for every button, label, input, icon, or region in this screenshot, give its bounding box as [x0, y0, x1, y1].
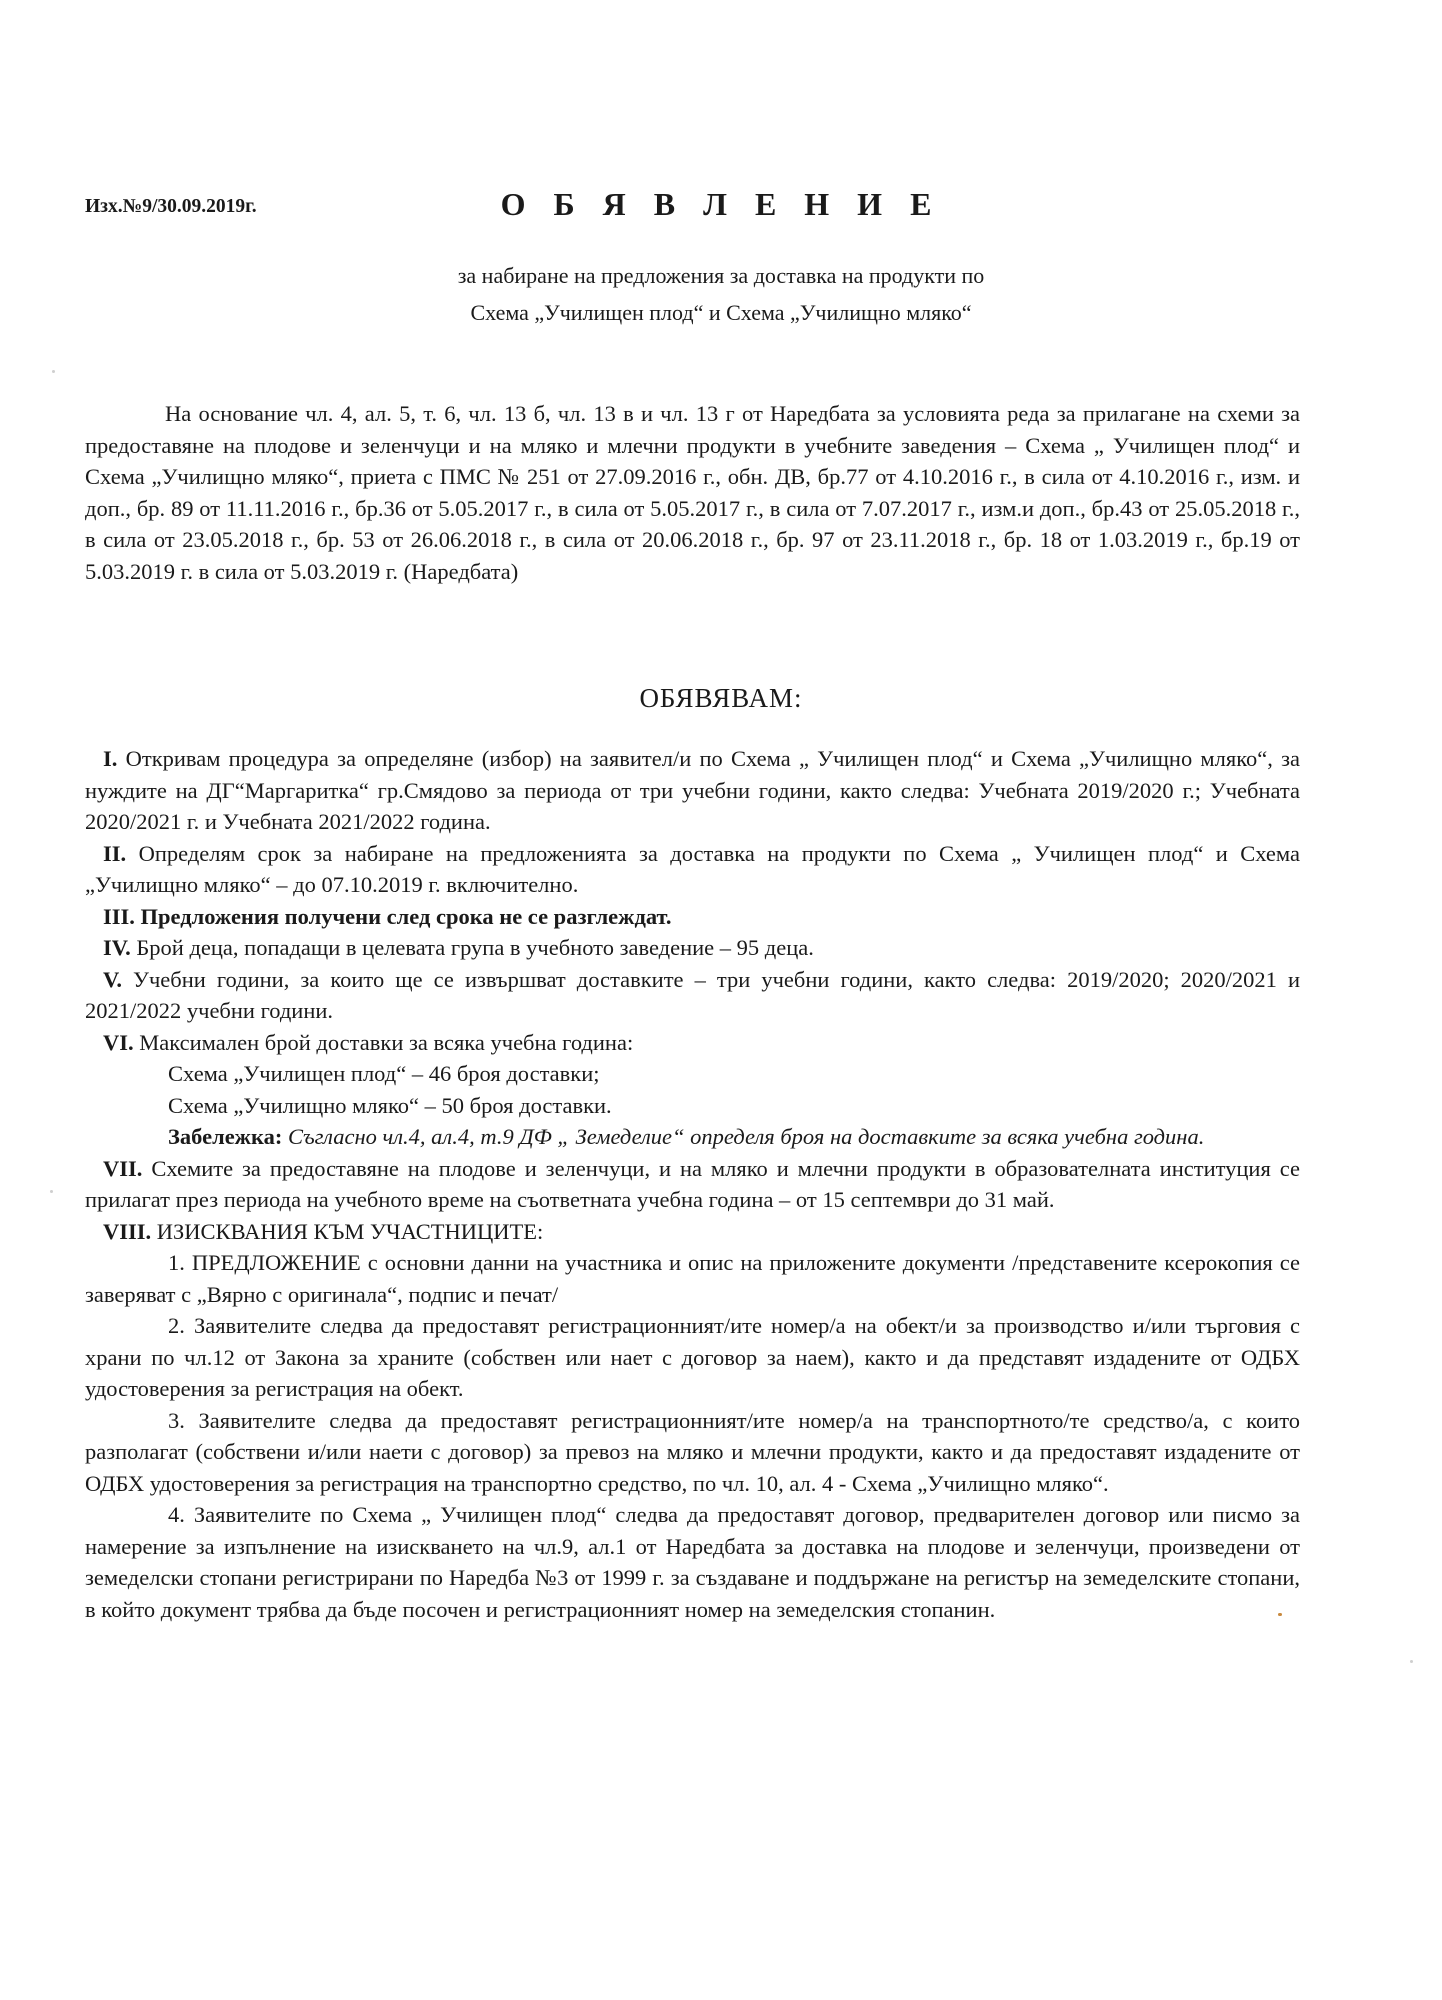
intro-block: [85, 398, 1300, 587]
scan-speck: [52, 370, 55, 373]
reference-number: Изх.№9/30.09.2019г.: [85, 196, 257, 217]
requirement-item: 3. Заявителите следва да предоставят регистрационният/ите номер/а на транспортното/те средство/а, с които разполагат (собствени и/или наети с договор) за превоз на мляко и млечни продукти, както и да предоставят издадените от ОДБХ удостоверения за регистрация на транспортно средство, по чл. 10, ал. 4 - Схема „Училищно мляко“.: [85, 1407, 1300, 1496]
section-text: ИЗИСКВАНИЯ КЪМ УЧАСТНИЦИТЕ:: [151, 1218, 544, 1244]
section-5: [85, 964, 1300, 1027]
section-number: VI.: [103, 1029, 134, 1055]
section-number: VII.: [103, 1155, 143, 1181]
section-7: [85, 1153, 1300, 1216]
section-3: [85, 901, 1300, 933]
document-subtitle: [0, 257, 1442, 331]
section-text: Брой деца, попадащи в целевата група в учебното заведение – 95 деца.: [130, 935, 814, 960]
section-number: VIII.: [103, 1218, 152, 1244]
section-text: Учебни години, за които ще се извършват доставките – три учебни години, както следва: 2019/2020; 2020/2021 и 2021/2022 учебни години.: [85, 966, 1300, 1023]
section-text: Откривам процедура за определяне (избор) на заявител/и по Схема „ Училищен плод“ и Схема „Училищно мляко“, за нуждите на ДГ“Маргаритка“ гр.Смядово за периода от три учебни години, както следва: Учебната 2019/2020 г.; Учебната 2020/2021 г. и Учебната 2021/2022 година.: [85, 746, 1300, 834]
scan-speck: [1278, 1613, 1282, 1616]
section-text: Определям срок за набиране на предложенията за доставка на продукти по Схема „ Училищен плод“ и Схема „Училищно мляко“ – до 07.10.2019 г. включително.: [85, 840, 1300, 897]
subtitle-line: Схема „Училищен плод“ и Схема „Училищно мляко“: [470, 300, 972, 325]
section-text: Предложения получени след срока не се разглеждат.: [134, 903, 672, 929]
section-4: [85, 932, 1300, 964]
requirement-item: 1. ПРЕДЛОЖЕНИЕ с основни данни на участника и опис на приложените документи /представените ксерокопия се заверяват с „Вярно с оригинала“, подпис и печат/: [85, 1250, 1300, 1307]
section-text: Схемите за предоставяне на плодове и зеленчуци, и на мляко и млечни продукти в образователната институция се прилагат през периода на учебното време на съответната учебна година – от 15 септември до 31 май.: [85, 1155, 1300, 1212]
section-1: [85, 743, 1300, 838]
requirement-item: 4. Заявителите по Схема „ Училищен плод“ следва да предоставят договор, предварителен договор или писмо за намерение за изпълнение на изискването на чл.9, ал.1 от Наредбата за доставка на плодове и зеленчуци, произведени от земеделски стопани регистрирани по Наредба №3 от 1999 г. за създаване и поддържане на регистър на земеделските стопани, в който документ трябва да бъде посочен и регистрационният номер на земеделския стопанин.: [85, 1502, 1300, 1622]
note-text: Съгласно чл.4, ал.4, т.9 ДФ „ Земеделие“ определя броя на доставките за всяка учебна година.: [282, 1124, 1205, 1149]
section-number: V.: [103, 966, 122, 992]
section-number: III.: [103, 903, 135, 929]
section-number: IV.: [103, 935, 131, 960]
section-number: II.: [103, 840, 127, 866]
section-text: Максимален брой доставки за всяка учебна година:: [133, 1029, 634, 1055]
section-6: [85, 1027, 1300, 1059]
note-label: Забележка:: [168, 1124, 283, 1149]
scan-speck: [1410, 1660, 1413, 1663]
section-number: I.: [103, 746, 118, 771]
sections-block: [85, 743, 1300, 1625]
delivery-line-fruit: Схема „Училищен плод“ – 46 броя доставки;: [168, 1061, 600, 1086]
document-title: О Б Я В Л Е Н И Е: [500, 186, 942, 222]
intro-paragraph: На основание чл. 4, ал. 5, т. 6, чл. 13 б, чл. 13 в и чл. 13 г от Наредбата за условията реда за прилагане на схеми за предоставяне на плодове и зеленчуци и на мляко и млечни продукти в учебните заведения – Схема „ Училищен плод“ и Схема „Училищно мляко“, приета с ПМС № 251 от 27.09.2016 г., обн. ДВ, бр.77 от 4.10.2016 г., в сила от 4.10.2016 г., изм. и доп., бр. 89 от 11.11.2016 г., бр.36 от 5.05.2017 г., в сила от 5.05.2017 г., в сила от 7.07.2017 г., изм.и доп., бр.43 от 25.05.2018 г., в сила от 23.05.2018 г., бр. 53 от 26.06.2018 г., в сила от 20.06.2018 г., бр. 97 от 23.11.2018 г., бр. 18 от 1.03.2019 г., бр.19 от 5.03.2019 г. в сила от 5.03.2019 г. (Наредбата): [85, 401, 1300, 584]
section-2: [85, 838, 1300, 901]
announce-heading: ОБЯВЯВАМ:: [639, 683, 803, 713]
subtitle-line: за набиране на предложения за доставка на продукти по: [457, 263, 985, 288]
note: [85, 1121, 1300, 1153]
delivery-line-milk: Схема „Училищно мляко“ – 50 броя доставки.: [168, 1092, 612, 1118]
requirement-item: 2. Заявителите следва да предоставят регистрационният/ите номер/а на обект/и за производство и/или търговия с храни по чл.12 от Закона за храните (собствен или нает с договор за наем), както и да представят издадените от ОДБХ удостоверения за регистрация на обект.: [85, 1313, 1300, 1401]
section-8: [85, 1216, 1300, 1248]
scan-speck: [50, 1190, 53, 1193]
